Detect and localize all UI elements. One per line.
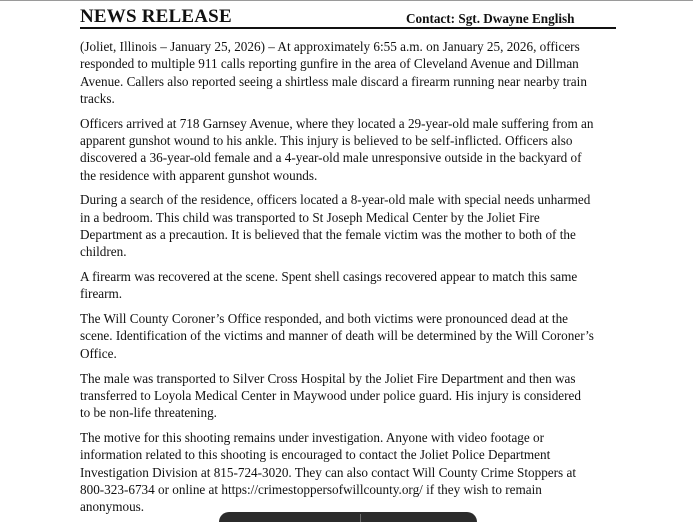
paragraph-residence-search: During a search of the residence, officers located a 8-year-old male with special needs unharmed in a bedroom. This child was transported to St Joseph Medical Center by the Joliet Fire Department as a precaution. It is believed that the female victim was the mother to both of the children. xyxy=(80,192,591,260)
contact-line: Contact: Sgt. Dwayne English xyxy=(406,11,575,26)
paragraph-officers-arrival: Officers arrived at 718 Garnsey Avenue, where they located a 29-year-old male suffering from an apparent gunshot wound to his ankle. This injury is believed to be self-inflicted. Officers also discovered a 36-year-old female and a 4-year-old male unresponsive outside in the backyard of the residence with apparent gunshot wounds. xyxy=(80,115,594,183)
news-release-document xyxy=(80,7,616,523)
document-header xyxy=(80,7,616,29)
bottom-toolbar-edge xyxy=(219,512,477,522)
paragraph-firearm-recovered: A firearm was recovered at the scene. Spent shell casings recovered appear to match this same firearm. xyxy=(80,269,578,302)
paragraph-incident-summary: (Joliet, Illinois – January 25, 2026) – At approximately 6:55 a.m. on January 25, 2026, officers responded to multiple 911 calls reporting gunfire in the area of Cleveland Avenue and Dillman Avenue. Callers also reported seeing a shirtless male discard a firearm running near nearby train tracks. xyxy=(80,39,587,106)
paragraph-male-transport: The male was transported to Silver Cross Hospital by the Joliet Fire Department and then was transferred to Loyola Medical Center in Maywood under police guard. His injury is considered to be non-life threatening. xyxy=(80,370,581,421)
release-title: NEWS RELEASE xyxy=(80,6,232,27)
paragraph-coroner-response: The Will County Coroner’s Office responded, and both victims were pronounced dead at the scene. Identification of the victims and manner of death will be determined by the Will Coroner’s Office. xyxy=(80,311,594,361)
top-border-line xyxy=(0,0,693,1)
release-body xyxy=(80,38,616,515)
paragraph-investigation-contact: The motive for this shooting remains under investigation. Anyone with video footage or information related to this shooting is encouraged to contact the Joliet Police Department Investigation Division at 815-724-3020. They can also contact Will County Crime Stoppers at 800-323-6734 or online at https://crimestoppersofwillcounty.org/ if they wish to remain anonymous. xyxy=(80,429,576,515)
